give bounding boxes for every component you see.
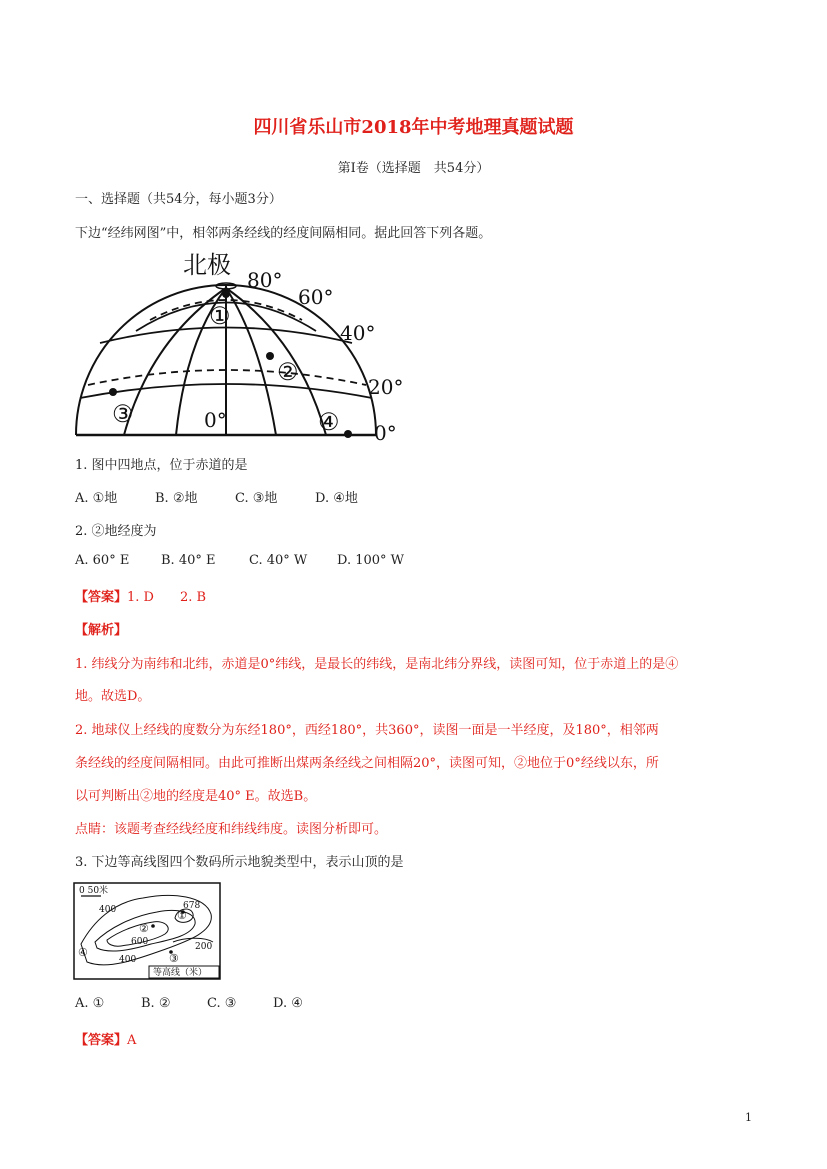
scale-label: 0 50米 [79, 886, 109, 896]
q2-option-a[interactable]: A. 60° E [75, 553, 130, 568]
meridian-e1 [226, 288, 276, 435]
point-4-dot [344, 430, 352, 438]
section-heading: 一、选择题（共54分，每小题3分） [75, 192, 282, 207]
lat-80-label: 80° [247, 268, 283, 292]
point-1-label: ① [209, 302, 231, 330]
analysis-p2-line1: 2. 地球仪上经线的度数分为东经180°，西经180°，共360°，读图一面是一半经度，及180°，相邻两 [75, 723, 659, 738]
q1-option-a[interactable]: A. ①地 [75, 491, 118, 506]
lon-0-label: 0° [204, 408, 227, 432]
volume-subtitle: 第Ⅰ卷（选择题 共54分） [337, 161, 490, 176]
q1-option-c[interactable]: C. ③地 [235, 491, 278, 506]
analysis-p2-line2: 条经线的经度间隔相同。由此可推断出煤两条经线之间相隔20°，读图可知，②地位于0°经线以东，所 [75, 756, 659, 771]
contour-point-1: ① [177, 909, 187, 922]
lat-20-label: 20° [368, 375, 404, 399]
analysis-tip: 点睛：该题考查经线经度和纬线纬度。读图分析即可。 [75, 822, 388, 837]
contour-label-400-top: 400 [99, 905, 117, 915]
meridian-e2 [226, 288, 326, 435]
point-3-dot [109, 388, 117, 396]
q3-options [75, 996, 303, 1011]
q2-option-d[interactable]: D. 100° W [337, 553, 405, 568]
q3-option-b[interactable]: B. ② [141, 996, 171, 1011]
contour-label-200: 200 [195, 942, 213, 952]
q3-stem: 3. 下边等高线图四个数码所示地貌类型中，表示山顶的是 [75, 855, 404, 870]
contour-point-3: ③ [169, 952, 179, 965]
point-2-label: ② [277, 358, 299, 386]
q2-option-c[interactable]: C. 40° W [249, 553, 308, 568]
q1-options [75, 487, 358, 506]
q2-stem: 2. ②地经度为 [75, 524, 157, 539]
point-1-dot [222, 290, 230, 298]
north-pole-label: 北极 [183, 251, 231, 279]
contour-label-600: 600 [131, 937, 149, 947]
contour-point-2: ② [139, 922, 149, 935]
contour-point-4: ④ [78, 946, 88, 959]
answer-text: 1. D 2. B [127, 590, 207, 605]
point-3-label: ③ [112, 400, 134, 428]
q2-options [75, 553, 404, 568]
answer-text-2: A [127, 1033, 137, 1048]
graticule-map [70, 245, 410, 445]
q3-option-a[interactable]: A. ① [75, 996, 105, 1011]
contour-label-678: 678 [183, 901, 201, 911]
q1-option-b[interactable]: B. ②地 [155, 491, 198, 506]
q1-option-d[interactable]: D. ④地 [315, 491, 358, 506]
page-number: 1 [745, 1111, 752, 1124]
answer-label: 【答案】 [75, 590, 128, 605]
analysis-p1-line1: 1. 纬线分为南纬和北纬，赤道是0°纬线，是最长的纬线，是南北纬分界线，读图可知，位于赤道上的是④ [75, 657, 679, 672]
lat-40-label: 40° [340, 321, 376, 345]
q2-option-b[interactable]: B. 40° E [161, 553, 216, 568]
document-title: 四川省乐山市2018年中考地理真题试题 [253, 117, 574, 138]
answer-block-1 [75, 586, 206, 605]
answer-block-2 [75, 1029, 136, 1048]
lat-0-label: 0° [374, 421, 397, 445]
saddle-dot [151, 924, 155, 928]
question-intro: 下边“经纬网图”中，相邻两条经线的经度间隔相同。据此回答下列各题。 [75, 226, 492, 241]
q1-stem: 1. 图中四地点，位于赤道的是 [75, 458, 248, 473]
contour-label-400-bottom: 400 [119, 955, 137, 965]
q3-option-d[interactable]: D. ④ [273, 996, 303, 1011]
analysis-label: 【解析】 [75, 623, 128, 638]
q3-option-c[interactable]: C. ③ [207, 996, 237, 1011]
analysis-p1-line2: 地。故选D。 [75, 689, 151, 704]
analysis-p2-line3: 以可判断出②地的经度是40° E。故选B。 [75, 789, 317, 804]
point-2-dot [266, 352, 274, 360]
lat-60-label: 60° [298, 285, 334, 309]
point-4-label: ④ [318, 408, 340, 436]
answer-label-2: 【答案】 [75, 1033, 128, 1048]
legend-label: 等高线（米） [153, 968, 208, 978]
contour-map [73, 882, 221, 980]
